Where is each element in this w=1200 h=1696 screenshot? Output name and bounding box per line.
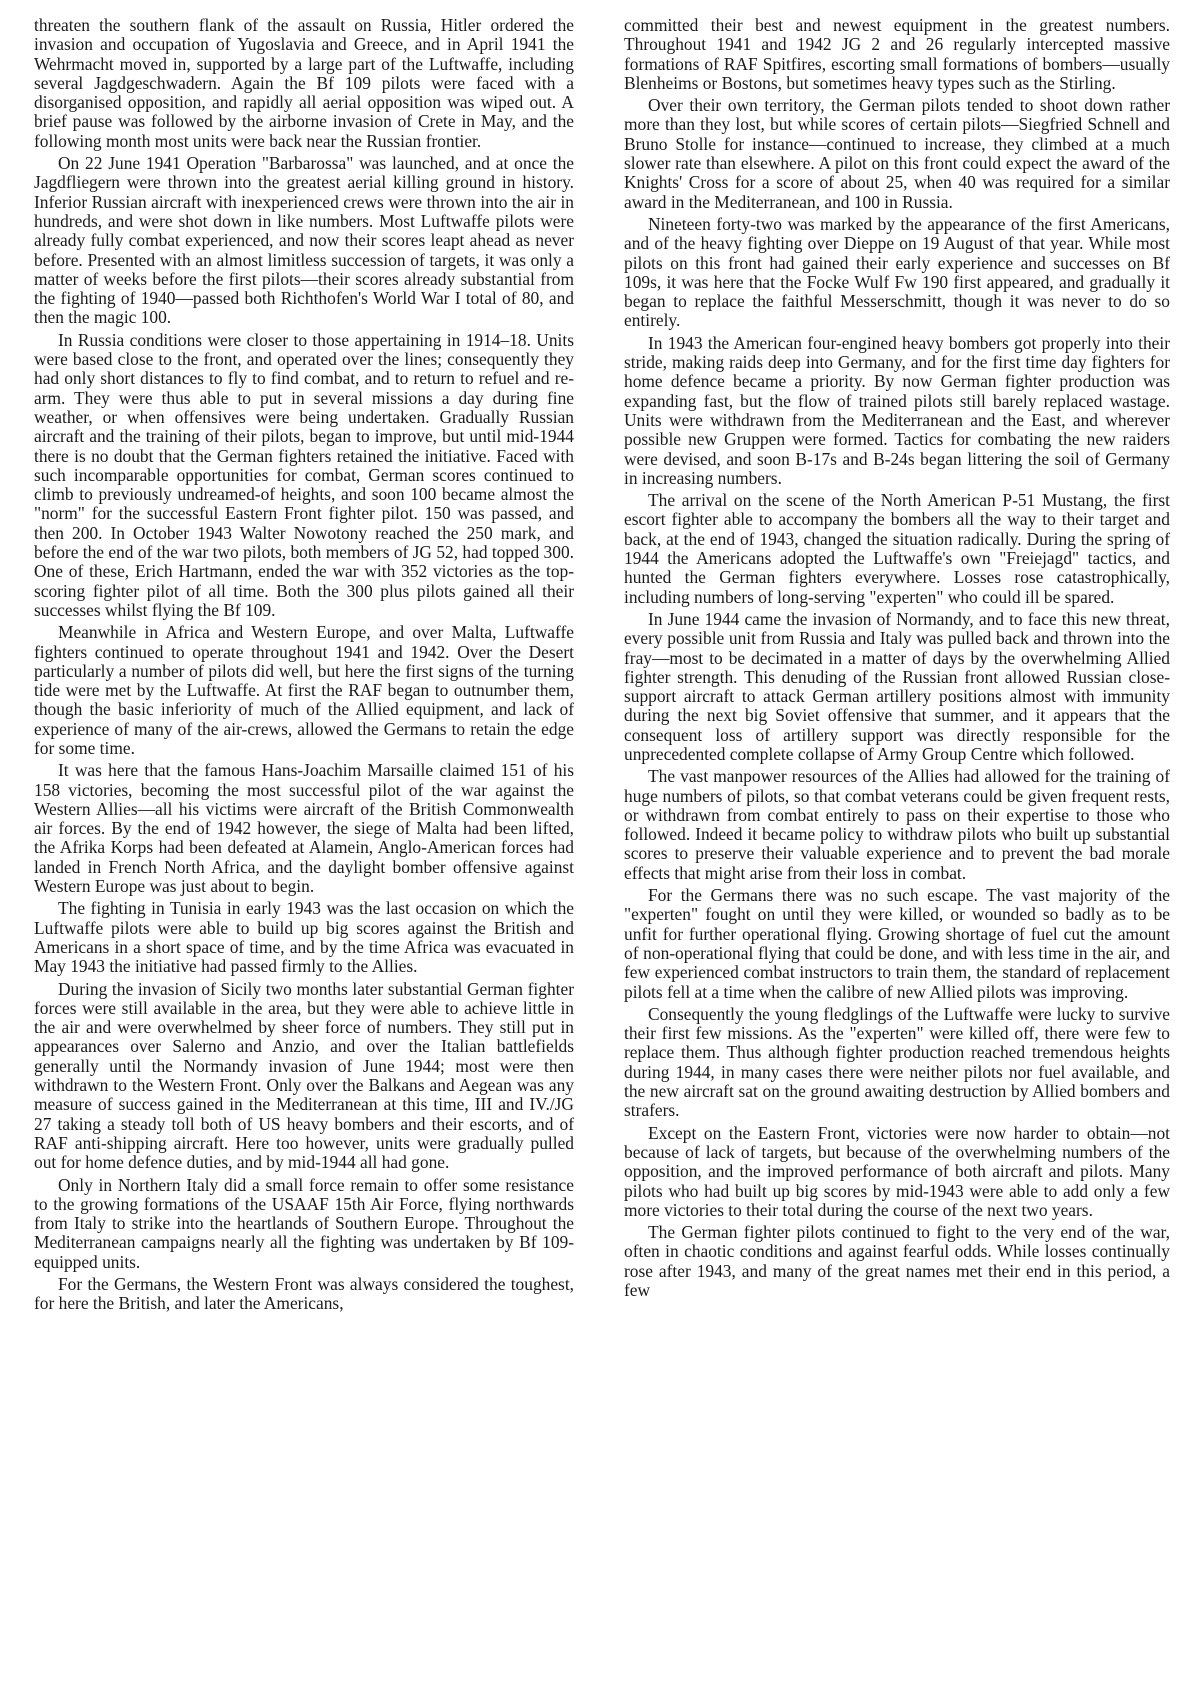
paragraph: In Russia conditions were closer to those appertaining in 1914–18. Units were based close to the front, and operated over the lines; consequently they had only short distances to fly to find combat, and to return to refuel and re-arm. They were thus able to put in several missions a day during fine weather, or when offensives were being undertaken. Gradually Russian aircraft and the training of their pilots, began to improve, but until mid-1944 there is no doubt that the German fighters retained the initiative. Faced with such incomparable opportunities for combat, German scores continued to climb to previously undreamed-of heights, and soon 100 became almost the "norm" for the successful Eastern Front fighter pilot. 150 was passed, and then 200. In October 1943 Walter Nowotony reached the 250 mark, and before the end of the war two pilots, both members of JG 52, had topped 300. One of these, Erich Hartmann, ended the war with 352 victories as the top-scoring fighter pilot of all time. Both the 300 plus pilots gained all their successes whilst flying the Bf 109. [34, 329, 574, 620]
paragraph: For the Germans there was no such escape. The vast majority of the "experten" fought on until they were killed, or wounded so badly as to be unfit for further operational flying. Growing shortage of fuel cut the amount of non-operational flying that could be done, and with less time in the air, and few experienced combat instructors to train them, the standard of replacement pilots fell at a time when the calibre of new Allied pilots was improving. [624, 885, 1170, 1002]
paragraph: committed their best and newest equipment in the greatest numbers. Throughout 1941 and 1942 JG 2 and 26 regularly intercepted massive formations of RAF Spitfires, escorting small formations of bombers—usually Blenheims or Bostons, but sometimes heavy types such as the Stirling. [624, 15, 1170, 93]
paragraph: On 22 June 1941 Operation "Barbarossa" was launched, and at once the Jagdfliegern were thrown into the greatest aerial killing ground in history. Inferior Russian aircraft with inexperienced crews were thrown into the air in hundreds, and were shot down in like numbers. Most Luftwaffe pilots were already fully combat experienced, and now their scores leapt ahead as never before. Presented with an almost limitless succession of targets, it was only a matter of weeks before the first pilots—their scores already substantial from the fighting of 1940—passed both Richthofen's World War I total of 80, and then the magic 100. [34, 153, 574, 328]
left-column [34, 16, 574, 1317]
right-column [624, 16, 1170, 1303]
paragraph: The fighting in Tunisia in early 1943 was the last occasion on which the Luftwaffe pilots were able to build up big scores against the British and Americans in a short space of time, and by the time Africa was evacuated in May 1943 the initiative had passed firmly to the Allies. [34, 898, 574, 977]
paragraph: The German fighter pilots continued to fight to the very end of the war, often in chaotic conditions and against fearful odds. While losses continually rose after 1943, and many of the great names met their end in this period, a few [624, 1222, 1170, 1300]
paragraph: Consequently the young fledglings of the Luftwaffe were lucky to survive their first few missions. As the "experten" were killed off, there were few to replace them. Thus although fighter production reached tremendous heights during 1944, in many cases there were neither pilots nor fuel available, and the new aircraft sat on the ground awaiting destruction by Allied bombers and strafers. [624, 1003, 1170, 1121]
paragraph: Only in Northern Italy did a small force remain to offer some resistance to the growing formations of the USAAF 15th Air Force, flying northwards from Italy to strike into the heartlands of Southern Europe. Throughout the Mediterranean campaigns nearly all the fighting was undertaken by Bf 109-equipped units. [34, 1174, 574, 1272]
paragraph: Over their own territory, the German pilots tended to shoot down rather more than they lost, but while scores of certain pilots—Siegfried Schnell and Bruno Stolle for instance—continued to increase, they climbed at a much slower rate than elsewhere. A pilot on this front could expect the award of the Knights' Cross for a score of about 25, when 40 was required for a similar award in the Mediterranean, and 100 in Russia. [624, 95, 1170, 212]
paragraph: Meanwhile in Africa and Western Europe, and over Malta, Luftwaffe fighters continued to operate throughout 1941 and 1942. Over the Desert particularly a number of pilots did well, but here the first signs of the turning tide were met by the Luftwaffe. At first the RAF began to outnumber them, though the basic inferiority of much of the Allied equipment, and lack of experience of many of the air-crews, allowed the Germans to retain the edge for some time. [34, 622, 574, 758]
paragraph: The vast manpower resources of the Allies had allowed for the training of huge numbers of pilots, so that combat veterans could be given frequent rests, or withdrawn from combat entirely to pass on their expertise to those who followed. Indeed it became policy to withdraw pilots who built up substantial scores to preserve their valuable experience and to prevent the bad morale effects that might arise from their loss in combat. [624, 766, 1170, 883]
paragraph: threaten the southern flank of the assault on Russia, Hitler ordered the invasion and occupation of Yugoslavia and Greece, and in April 1941 the Wehrmacht moved in, supported by a large part of the Luftwaffe, including several Jagdgeschwadern. Again the Bf 109 pilots were faced with a disorganised opposition, and rapidly all aerial opposition was wiped out. A brief pause was followed by the airborne invasion of Crete in May, and the following month most units were back near the Russian frontier. [34, 15, 574, 151]
paragraph: It was here that the famous Hans-Joachim Marsaille claimed 151 of his 158 victories, becoming the most successful pilot of the war against the Western Allies—all his victims were aircraft of the British Commonwealth air forces. By the end of 1942 however, the siege of Malta had been lifted, the Afrika Korps had been defeated at Alamein, Anglo-American forces had landed in French North Africa, and the daylight bomber offensive against Western Europe was just about to begin. [34, 760, 574, 897]
paragraph: In 1943 the American four-engined heavy bombers got properly into their stride, making raids deep into Germany, and for the first time day fighters for home defence became a priority. By now German fighter production was expanding fast, but the flow of trained pilots still barely replaced wastage. Units were withdrawn from the Mediterranean and the East, and wherever possible new Gruppen were formed. Tactics for combating the new raiders were devised, and soon B-17s and B-24s began littering the soil of Germany in increasing numbers. [624, 332, 1170, 488]
paragraph: During the invasion of Sicily two months later substantial German fighter forces were still available in the area, but they were able to achieve little in the air and were overwhelmed by sheer force of numbers. They still put in appearances over Salerno and Anzio, and over the Italian battlefields generally until the Normandy invasion of June 1944; most were then withdrawn to the Western Front. Only over the Balkans and Aegean was any measure of success gained in the Mediterranean at this time, III and IV./JG 27 taking a steady toll both of US heavy bombers and their escorts, and of RAF anti-shipping aircraft. Here too however, units were gradually pulled out for home defence duties, and by mid-1944 all had gone. [34, 978, 574, 1173]
paragraph: In June 1944 came the invasion of Normandy, and to face this new threat, every possible unit from Russia and Italy was pulled back and thrown into the fray—most to be decimated in a matter of days by the overwhelming Allied fighter strength. This denuding of the Russian front allowed Russian close-support aircraft to attack German artillery positions almost with immunity during the next big Soviet offensive that summer, and it appears that the consequent loss of artillery support was directly responsible for the unprecedented complete collapse of Army Group Centre which followed. [624, 608, 1170, 764]
paragraph: The arrival on the scene of the North American P-51 Mustang, the first escort fighter able to accompany the bombers all the way to their target and back, at the end of 1943, changed the situation radically. During the spring of 1944 the Americans adopted the Luftwaffe's own "Freiejagd" tactics, and hunted the German fighters everywhere. Losses rose catastrophically, including numbers of long-serving "experten" who could ill be spared. [624, 490, 1170, 607]
paragraph: Except on the Eastern Front, victories were now harder to obtain—not because of lack of targets, but because of the overwhelming numbers of the opposition, and the improved performance of both aircraft and pilots. Many pilots who had built up big scores by mid-1943 were able to add only a few more victories to their total during the course of the next two years. [624, 1122, 1170, 1220]
paragraph: Nineteen forty-two was marked by the appearance of the first Americans, and of the heavy fighting over Dieppe on 19 August of that year. While most pilots on this front had gained their early experience and successes on Bf 109s, it was here that the Focke Wulf Fw 190 first appeared, and gradually it began to replace the faithful Messerschmitt, though it was never to do so entirely. [624, 213, 1170, 331]
paragraph: For the Germans, the Western Front was always considered the toughest, for here the British, and later the Americans, [34, 1274, 574, 1314]
